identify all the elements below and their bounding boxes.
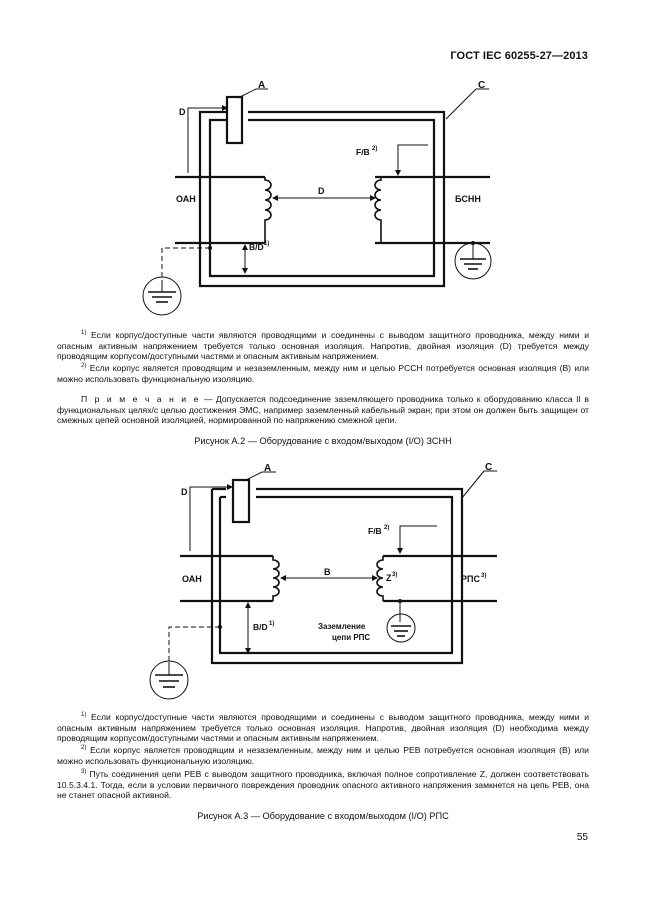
winding-right xyxy=(377,556,383,601)
ground-wire-left xyxy=(162,248,210,282)
note-a3-2: $^{2)}$ Если корпус является проводящим и незаземленным, между ним и целью РЕВ потребуется основная изоляция (B) или можно использовать функциональную изоляцию. xyxy=(57,745,589,766)
component-a-block xyxy=(233,480,249,522)
label-a: A xyxy=(258,80,266,91)
caption-figure-a2: Рисунок А.2 — Оборудование с входом/выходом (I/O) ЗСНН xyxy=(194,436,452,446)
label-d-top: D xyxy=(181,487,188,497)
svg-text:3): 3) xyxy=(481,573,487,579)
note-a2-2: $^{2)}$ Если корпус является проводящим и незаземленным, между ним и целью РССН потребуется основная изоляция (B) или можно использовать функциональную изоляцию. xyxy=(57,363,590,384)
label-bscnn: БСНН xyxy=(455,194,481,204)
label-c: C xyxy=(478,80,486,91)
figure-a2-diagram xyxy=(0,0,646,320)
svg-text:3): 3) xyxy=(392,572,398,578)
d-top-line xyxy=(188,108,222,124)
fb-line xyxy=(398,145,428,170)
label-oan: ОАН xyxy=(182,574,202,584)
caption-figure-a3: Рисунок А.3 — Оборудование с входом/выходом (I/O) РПС xyxy=(197,811,449,821)
document-header: ГОСТ IEC 60255-27—2013 xyxy=(450,50,588,62)
label-a: A xyxy=(264,463,272,474)
label-fb: F/B xyxy=(368,526,382,536)
ground-symbol-left xyxy=(150,661,188,699)
ground-symbol-left xyxy=(143,277,181,315)
fb-line xyxy=(400,526,437,548)
note-a3-3: $^{3)}$ Путь соединения цепи РЕВ с выводом защитного проводника, включая полное сопротивление Z, должен соответствовать 10.5.3.4.1. Тогда, если в условии первичного повреждения проводник опасного активного напряжения замкнется на цепь РЕВ, она не станет опасной активной. xyxy=(57,769,589,801)
svg-text:1): 1) xyxy=(264,241,270,247)
label-ground-rps-1: Заземление xyxy=(318,622,366,631)
leader-c xyxy=(446,89,476,119)
label-c: C xyxy=(485,462,493,473)
ground-symbol-rps xyxy=(387,614,415,642)
leader-c xyxy=(462,471,484,498)
label-fb: F/B xyxy=(356,147,370,157)
note-a2-1: $^{1)}$ Если корпус/доступные части являются проводящими и соединены с выводом защитного проводника, между ними и опасным активным напряжением требуется только основная изоляция. Напротив, двойная изоляция (D) требуется между проводящим корпусом/доступными частями и опасным активным напряжением. xyxy=(57,330,589,362)
svg-text:2): 2) xyxy=(384,525,390,531)
label-z: Z xyxy=(386,573,392,583)
label-ground-rps-2: цепи РПС xyxy=(332,633,371,642)
winding-right xyxy=(375,177,381,243)
label-oan: ОАН xyxy=(176,194,196,204)
winding-left xyxy=(273,556,279,601)
label-bd: B/D xyxy=(253,622,268,632)
leader-a xyxy=(238,89,256,98)
figure-a3-diagram xyxy=(0,452,646,712)
note-a2-remark: П р и м е ч а н и е — Допускается подсоединение заземляющего проводника только к оборудованию класса II в функциональных целях/с целью достижения ЭМС, например заземленный кабельный экран; при этом он должен быть защищен от смежных цепей основной изоляцией, нормированной по напряжению смежной цепи. xyxy=(57,394,589,426)
component-a-block xyxy=(227,97,242,143)
winding-left xyxy=(265,177,271,243)
svg-text:2): 2) xyxy=(372,146,378,152)
label-b: B xyxy=(324,567,331,577)
page-number: 55 xyxy=(576,832,588,843)
label-d-top: D xyxy=(179,107,186,117)
label-bd: B/D xyxy=(249,242,264,252)
svg-text:1): 1) xyxy=(269,621,275,627)
label-rps: РПС xyxy=(461,574,480,584)
leader-a xyxy=(244,472,262,481)
note-a3-1: $^{1)}$ Если корпус/доступные части являются проводящими и соединены с выводом защитного проводника, между ними и опасным активным напряжением требуется только основная изоляция. Напротив, двойная изоляция (D) необходима между проводящим корпусом/доступными частями и опасным активным напряжением. xyxy=(57,712,589,744)
label-d-mid: D xyxy=(318,186,325,196)
